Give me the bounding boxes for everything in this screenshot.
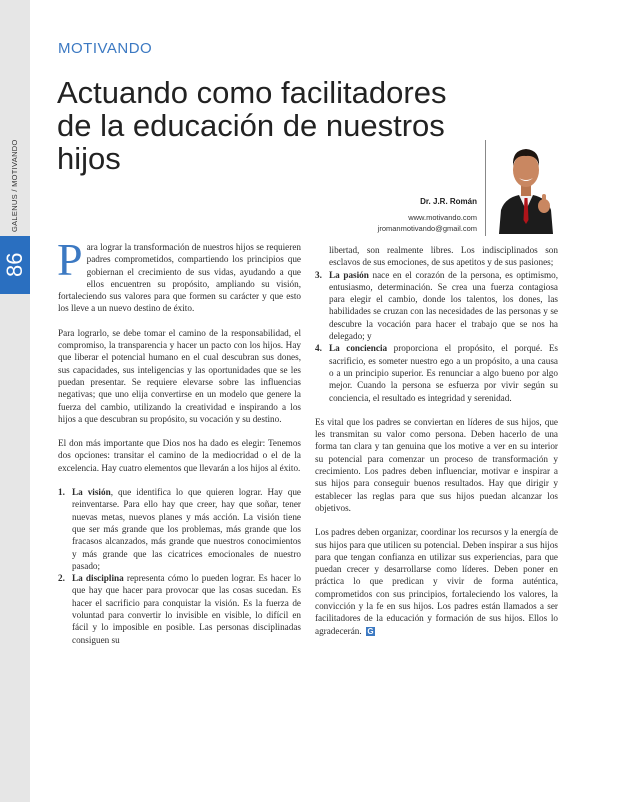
list-item: 3. La pasión nace en el corazón de la persona, es optimismo, entusiasmo, determinación. Se crea una fuerza contagiosa para elegir el cambio, donde los talentos, los dones, las habilidades se cruzan con las necesidades de las personas y se descubre la vocación para hacer el trabajo que se nos ha delegado; y (315, 269, 558, 342)
dropcap: P (57, 234, 83, 285)
paragraph: Es vital que los padres se conviertan en líderes de sus hijos, que les transmitan su valor como persona. Deben hacerlo de una forma tan clara y tan genuina que los motive a ver en su interior su potencial para comenzar un proceso de transformación y crecimiento. Los padres deben influenciar, motivar e inspirar a sus hijos para conseguir buenos resultados. Hay que dirigir y establecer las reglas para que sus hijos puedan alcanzar los objetivos. (315, 416, 558, 513)
list-item-continuation: libertad, son realmente libres. Los indisciplinados son esclavos de sus emociones, de sus apetitos y de sus pasiones; (329, 245, 558, 268)
column-left (57, 234, 302, 646)
elements-list-continued (315, 269, 558, 404)
column-right (315, 244, 558, 649)
author-photo (497, 140, 555, 234)
paragraph: Para lograrlo, se debe tomar el camino de la responsabilidad, el compromiso, la transparencia y hacer un pacto con los hijos. Hay que liberar el potencial humano en el cual descubran sus dones, sus capacidades, sus inteligencias y las oportunidades que se les puedan presentar. Se requiere elevarse sobre las influencias negativas; que uno elija convertirse en un modelo que genere la fuerza del cambio, utilizando la creatividad e inspirando a los hijos a que descubran su propósito, su vocación y su destino. (58, 327, 301, 424)
author-name: Dr. J.R. Román (420, 197, 477, 206)
list-item: 4. La conciencia proporciona el propósito, el porqué. Es sacrificio, es someter nuestro ego a un propósito, a una causa o a un principio superior. Es renunciar a algo bueno por algo mejor. Cuando la persona se esfuerza por vivir según su conciencia, el resultado es integridad y serenidad. (315, 343, 559, 403)
elements-list (58, 486, 301, 646)
list-item: 1. La visión, que identifica lo que quieren lograr. Hay que reinventarse. Para ello hay que creer, hay que soñar, tener nuevas metas, nuevos planes y más acción. La visión tiene que ser más grande que los problemas, más grande que los fracasos alcanzados, más grande que nuestros conocimientos y más grande que las cicatrices emocionales de nuestro pasado; (58, 487, 302, 571)
list-item: 2. La disciplina representa cómo lo pueden lograr. Es hacer lo que hay que hacer para provocar que las cosas sucedan. Es hacer el sacrificio para conquistar la visión. Es la fuerza de voluntad para convertir lo invisible en visible, lo difícil en fácil y lo imposible en posible. Las personas disciplinadas consiguen su (58, 573, 301, 645)
divider (485, 140, 486, 236)
article-title: Actuando como facilitadores de la educación de nuestros hijos (57, 75, 447, 176)
paragraph-intro: Para lograr la transformación de nuestros hijos se requieren padres comprometidos, compartiendo los principios que gobiernan el crecimiento de sus vidas, ayudando a que ellos encuentren su propósito, ampliando su visión, fortaleciendo sus valores para que formen su carácter y que esto los lleve a un nuevo destino de éxito. (57, 234, 301, 314)
section-heading: MOTIVANDO (58, 40, 153, 57)
page-sidebar (0, 0, 30, 802)
author-website[interactable]: www.motivando.com (408, 213, 477, 222)
end-mark-icon: G (367, 627, 374, 636)
page-number: 86 (2, 252, 27, 278)
section-side-label: GALENUS / MOTIVANDO (10, 139, 19, 232)
paragraph-closing: Los padres deben organizar, coordinar los recursos y la energía de sus hijos para que utilicen su potencial. Deben inspirar a sus hijos para que tengan confianza en utilizar sus experiencias, para que puedan crecer y desarrollarse como líderes. Deben poner en práctica lo que predican y vivir de forma auténtica, comprometidos con sus principios, fortaleciendo los valores, la convicción y la fe en sus hijos. Los padres están llamados a ser facilitadores de la educación y formación de sus hijos. Ellos lo agradecerán. G (315, 527, 558, 636)
author-contact (378, 212, 477, 234)
author-email[interactable]: jromanmotivando@gmail.com (377, 224, 477, 233)
paragraph: El don más importante que Dios nos ha dado es elegir: Tenemos dos opciones: transitar el camino de la mediocridad o el de la excelencia. Hay cuatro elementos que llevarán a los hijos al éxito. (58, 438, 301, 473)
